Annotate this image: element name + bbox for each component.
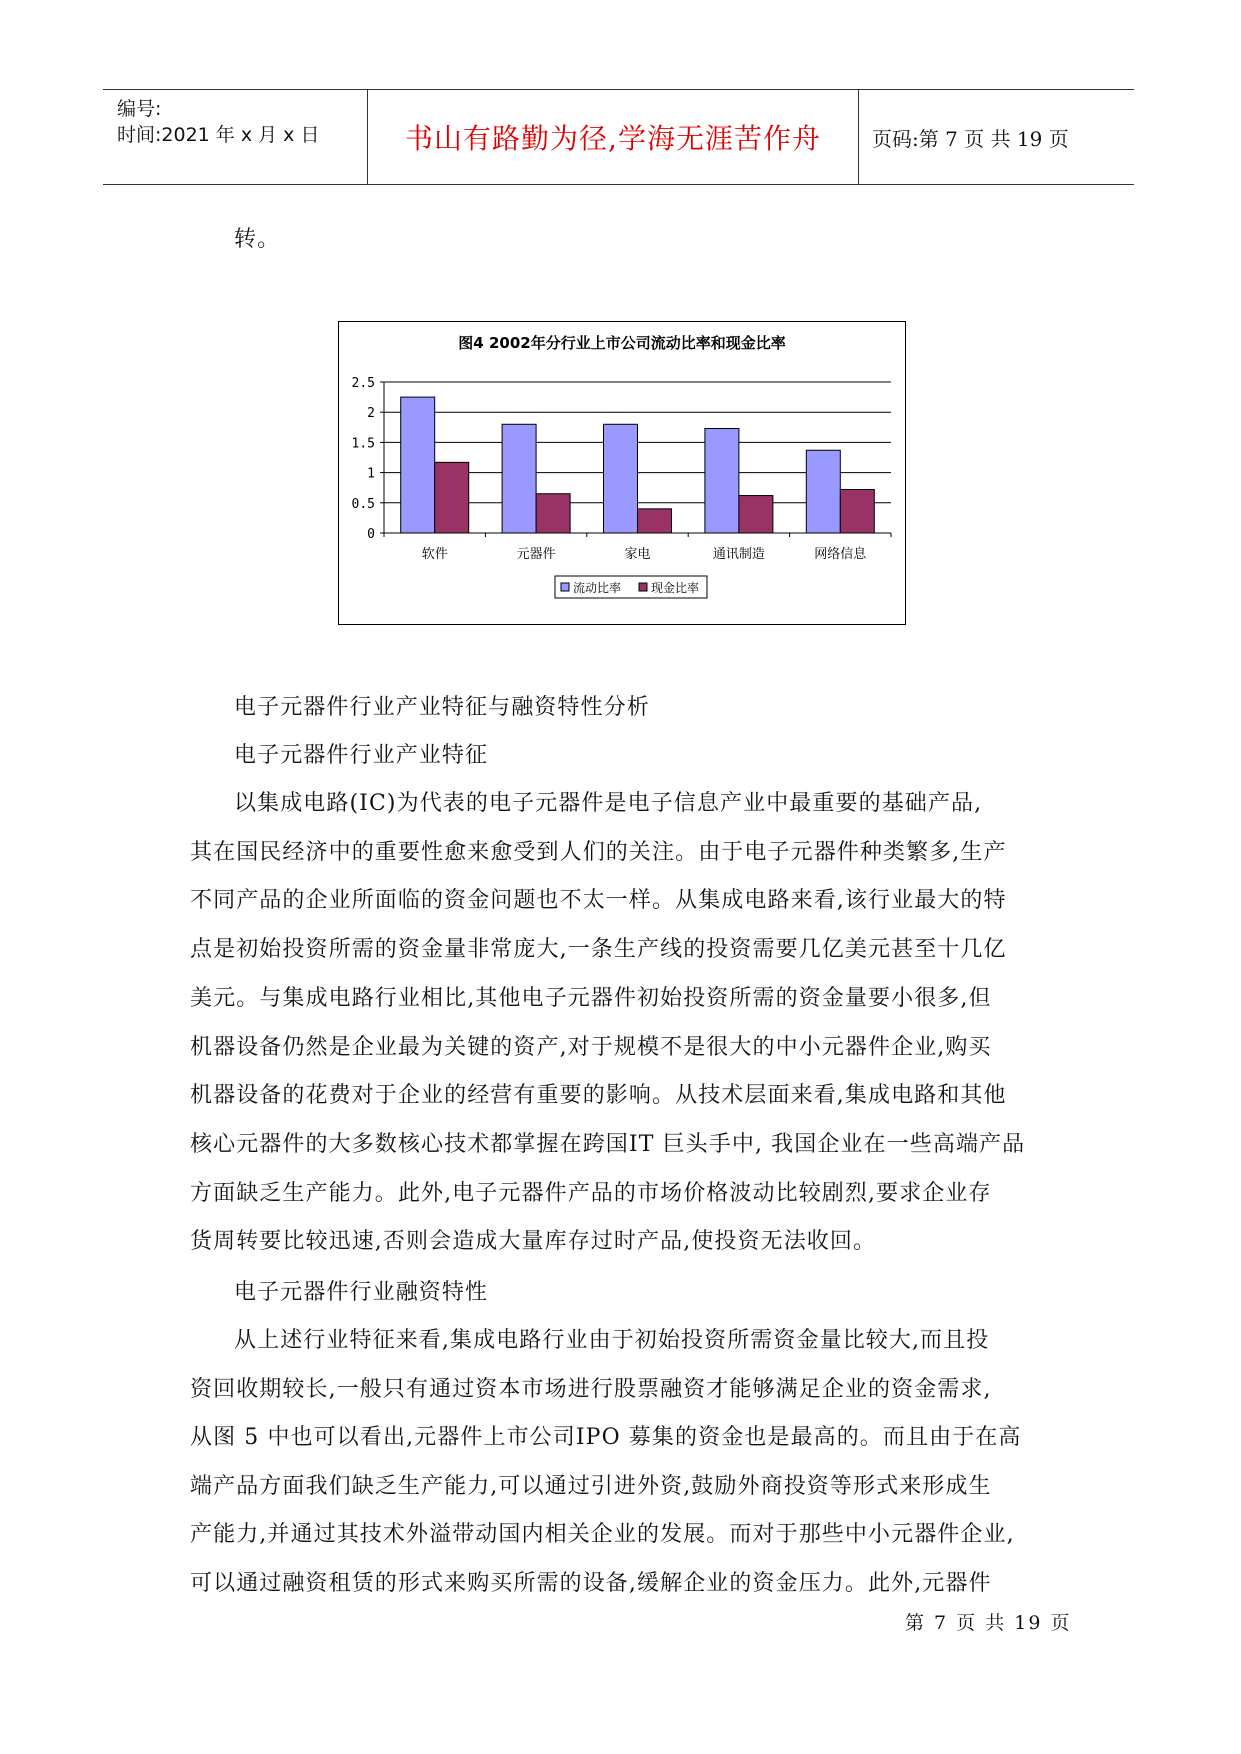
y-tick-label: 0.5 [351, 496, 375, 512]
x-category-label: 元器件 [516, 547, 556, 562]
bar-current-ratio [705, 429, 739, 533]
x-category-label: 家电 [624, 547, 651, 562]
paragraph-line: 从上述行业特征来看,集成电路行业由于初始投资所需资金量比较大,而且投 [234, 1328, 990, 1353]
intro-fragment: 转。 [234, 227, 281, 252]
paragraph-line: 资回收期较长,一般只有通过资本市场进行股票融资才能够满足企业的资金需求, [190, 1376, 992, 1402]
y-tick-label: 0 [367, 527, 375, 542]
paragraph-line: 产能力,并通过其技术外溢带动国内相关企业的发展。而对于那些中小元器件企业, [190, 1522, 1015, 1547]
page-footer: 第 7 页 共 19 页 [905, 1612, 1072, 1634]
bar-cash-ratio [435, 462, 469, 533]
paragraph-line: 货周转要比较迅速,否则会造成大量库存过时产品,使投资无法收回。 [190, 1229, 877, 1255]
chart-title: 图4 2002年分行业上市公司流动比率和现金比率 [458, 334, 786, 352]
paragraph-line: 点是初始投资所需的资金量非常庞大,一条生产线的投资需要几亿美元甚至十几亿 [190, 937, 1007, 963]
y-tick-label: 2.5 [351, 376, 375, 391]
header-info-cell [103, 90, 368, 184]
legend-swatch [639, 583, 647, 591]
bar-current-ratio [502, 424, 536, 533]
legend-swatch [561, 583, 569, 591]
paragraph-line: 可以通过融资租赁的形式来购买所需的设备,缓解企业的资金压力。此外,元器件 [190, 1570, 992, 1596]
document-number: 编号: [117, 98, 162, 120]
bar-chart [339, 322, 905, 624]
legend-label: 流动比率 [573, 581, 622, 595]
paragraph-line: 以集成电路(IC)为代表的电子元器件是电子信息产业中最重要的基础产品, [234, 791, 983, 816]
bar-cash-ratio [536, 494, 570, 533]
header-motto-cell [368, 90, 859, 184]
section-heading-2: 电子元器件行业产业特征 [234, 743, 489, 768]
legend-label: 现金比率 [651, 581, 700, 595]
section-heading-3: 电子元器件行业融资特性 [234, 1280, 489, 1305]
paragraph-line: 美元。与集成电路行业相比,其他电子元器件初始投资所需的资金量要小很多,但 [190, 985, 992, 1011]
document-time: 时间:2021 年 x 月 x 日 [117, 124, 320, 146]
paragraph-line: 其在国民经济中的重要性愈来愈受到人们的关注。由于电子元器件种类繁多,生产 [190, 839, 1007, 865]
header-motto: 书山有路勤为径,学海无涯苦作舟 [405, 122, 821, 155]
x-category-label: 通讯制造 [712, 547, 765, 562]
bar-current-ratio [806, 450, 840, 533]
paragraph-line: 核心元器件的大多数核心技术都掌握在跨国IT 巨头手中, 我国企业在一些高端产品 [190, 1131, 1026, 1157]
header-page-number: 页码:第 7 页 共 19 页 [872, 126, 1069, 151]
section-heading-1: 电子元器件行业产业特征与融资特性分析 [234, 695, 650, 720]
paragraph-line: 不同产品的企业所面临的资金问题也不太一样。从集成电路来看,该行业最大的特 [190, 888, 1007, 914]
bar-current-ratio [401, 397, 435, 533]
paragraph-line: 机器设备仍然是企业最为关键的资产,对于规模不是很大的中小元器件企业,购买 [190, 1034, 992, 1060]
paragraph-line: 方面缺乏生产能力。此外,电子元器件产品的市场价格波动比较剧烈,要求企业存 [190, 1180, 992, 1206]
chart-figure [338, 321, 906, 625]
x-category-label: 软件 [421, 547, 448, 562]
paragraph-line: 机器设备的花费对于企业的经营有重要的影响。从技术层面来看,集成电路和其他 [190, 1083, 1007, 1109]
page-header [103, 89, 1134, 185]
paragraph-line: 从图 5 中也可以看出,元器件上市公司IPO 募集的资金也是最高的。而且由于在高 [190, 1425, 1022, 1450]
y-tick-label: 1 [367, 466, 375, 482]
bar-cash-ratio [840, 490, 874, 533]
y-tick-label: 1.5 [351, 436, 375, 452]
header-page-cell [860, 90, 1134, 184]
y-tick-label: 2 [367, 406, 375, 422]
x-category-label: 网络信息 [814, 547, 867, 562]
bar-current-ratio [604, 424, 638, 533]
bar-cash-ratio [638, 509, 672, 533]
paragraph-line: 端产品方面我们缺乏生产能力,可以通过引进外资,鼓励外商投资等形式来形成生 [190, 1473, 992, 1499]
bar-cash-ratio [739, 496, 773, 533]
